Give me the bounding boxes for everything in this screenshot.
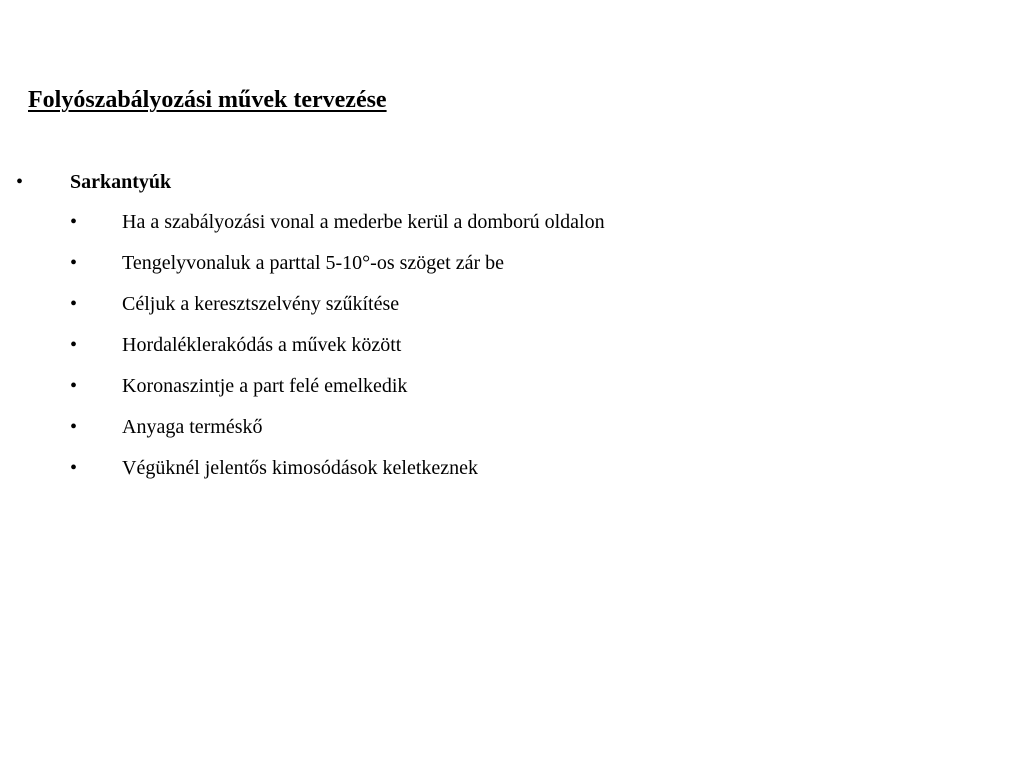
bullet-icon: • (70, 375, 78, 397)
bullet-icon: • (70, 252, 78, 274)
bullet-icon: • (70, 416, 78, 438)
bullet-icon: • (70, 457, 78, 479)
list-item-text: Anyaga terméskő (122, 416, 263, 438)
section-heading: Sarkantyúk (70, 171, 172, 193)
bullet-icon: • (70, 293, 78, 315)
bullet-icon: • (70, 334, 78, 356)
bullet-icon: • (70, 211, 78, 233)
slide-title: Folyószabályozási művek tervezése (28, 87, 387, 113)
bullet-icon: • (16, 171, 24, 193)
list-item-text: Céljuk a keresztszelvény szűkítése (122, 293, 400, 315)
list-item-text: Koronaszintje a part felé emelkedik (122, 375, 408, 397)
list-item-text: Végüknél jelentős kimosódások keletkeznek (122, 457, 479, 479)
list-item-text: Tengelyvonaluk a parttal 5-10°-os szöget zár be (122, 252, 505, 274)
list-item-text: Hordaléklerakódás a művek között (122, 334, 402, 356)
list-item-text: Ha a szabályozási vonal a mederbe kerül a domború oldalon (122, 211, 605, 233)
